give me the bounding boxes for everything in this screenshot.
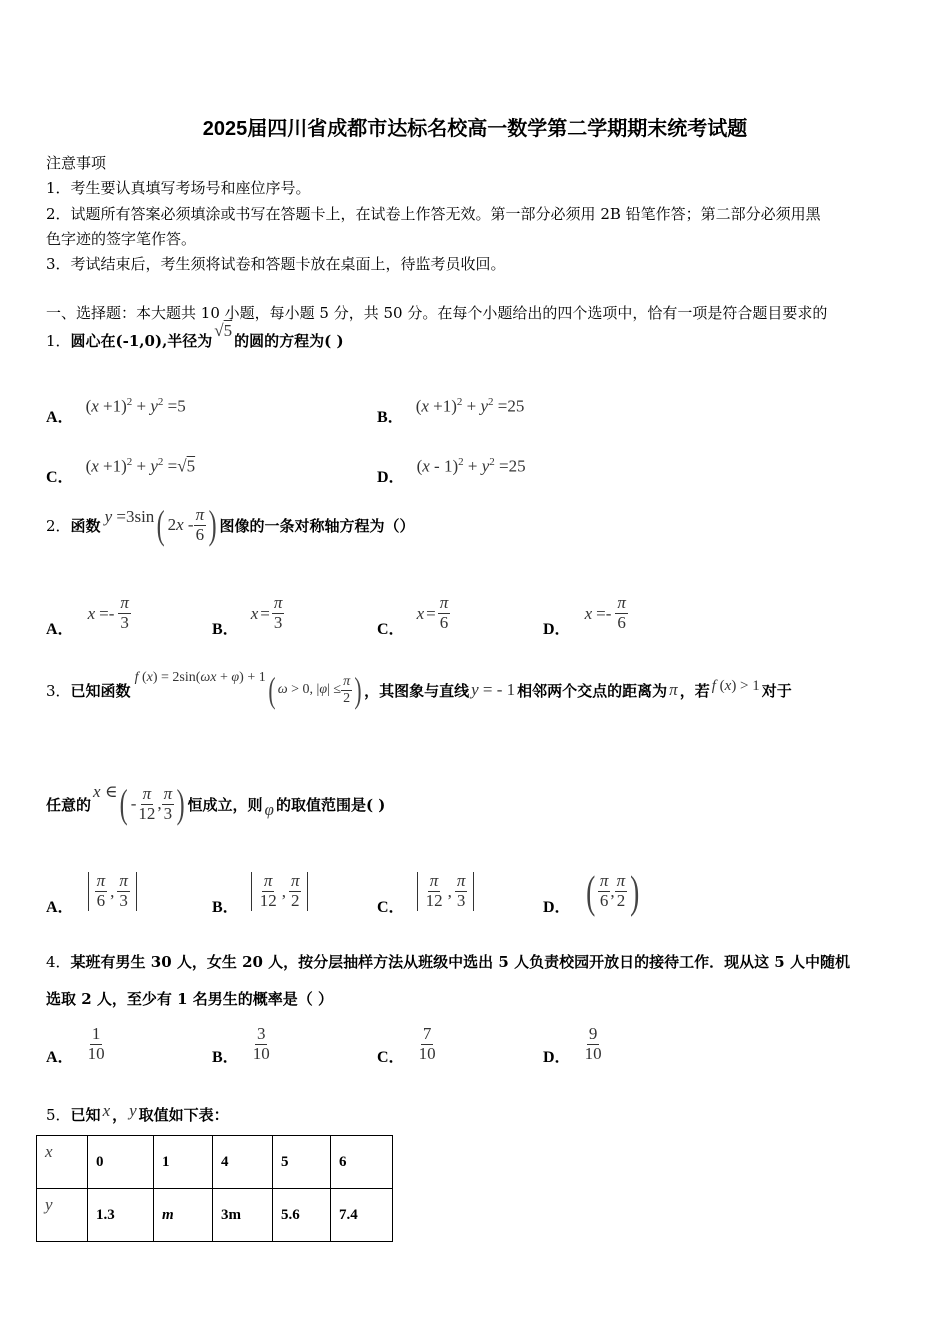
- option-d[interactable]: D． $(x - 1)^2 + y^2 =25$: [377, 456, 526, 486]
- option-formula: $(x +1)^2 + y^2 =5$: [85, 396, 186, 416]
- question-2: 2． 函数 y =3sin ( 2x - $\frac{\pi}{6}$ ) 图像的一条对称轴方程为（）: [46, 502, 415, 547]
- function-formula: y =3sin: [104, 507, 155, 526]
- option-formula: $(x +1)^2 + y^2 =25$: [415, 396, 525, 416]
- question-5: 5． 已知 x ， y 取值如下表：: [46, 1100, 229, 1124]
- table-cell: 1.3: [88, 1189, 154, 1242]
- question-number: 3．: [46, 681, 71, 700]
- table-cell: 5.6: [273, 1189, 331, 1242]
- table-cell: 6: [331, 1136, 393, 1189]
- table-cell: 0: [88, 1136, 154, 1189]
- question-text: 的圆的方程为( ): [234, 332, 344, 350]
- table-cell: 7.4: [331, 1189, 393, 1242]
- table-row: [37, 1136, 393, 1189]
- table-header-y: y: [37, 1189, 88, 1242]
- option-a[interactable]: A． x =- $\frac{\pi}{3}$: [46, 593, 129, 638]
- option-b[interactable]: B． $\frac{\pi}{12}$ , $\frac{\pi}{2}$: [212, 866, 308, 917]
- option-b[interactable]: B． x = $\frac{\pi}{3}$: [212, 593, 283, 638]
- question-text: 函数: [70, 516, 101, 535]
- option-a[interactable]: A． $\frac{\pi}{6}$ , $\frac{\pi}{3}$: [46, 866, 137, 917]
- option-c[interactable]: C． $(x +1)^2 + y^2 =√5$: [46, 456, 196, 486]
- table-cell: 5: [273, 1136, 331, 1189]
- question-number: 2．: [46, 516, 71, 535]
- notice-item-3: 3．考试结束后，考生须将试卷和答题卡放在桌面上，待监考员收回。: [46, 255, 506, 273]
- option-c[interactable]: C． $\frac{\pi}{12}$ , $\frac{\pi}{3}$: [377, 866, 474, 917]
- option-d[interactable]: D． ( $\frac{\pi}{6}$ , $\frac{\pi}{2}$ ): [543, 865, 640, 917]
- page-title: 2025届四川省成都市达标名校高一数学第二学期期末统考试题: [202, 118, 748, 140]
- question-3: 3． 已知函数 f (x) = 2sin(ωx + φ) + 1 ( ω > 0, |φ| ≤ $\frac{\pi}{2}$ ) ，其图象与直线 y = - 1 相邻两个交点的距离为 π ，若 f (x) > 1 对于: [46, 670, 792, 710]
- table-cell: 4: [213, 1136, 273, 1189]
- option-d[interactable]: D． x =- $\frac{\pi}{6}$: [543, 593, 626, 638]
- question-text: 某班有男生 30 人，女生 20 人，按分层抽样方法从班级中选出 5 人负责校园开放日的接待工作．现从这 5 人中随机: [70, 953, 850, 971]
- function-formula: f (x) = 2sin(ωx + φ) + 1: [134, 670, 266, 685]
- sqrt-expression: √5: [214, 320, 233, 340]
- notice-item-2-cont: 色字迹的签字笔作答。: [46, 230, 197, 248]
- option-a[interactable]: A． $(x +1)^2 + y^2 =5$: [46, 396, 186, 426]
- table-cell: 3m: [213, 1189, 273, 1242]
- notice-item-1: 1．考生要认真填写考场号和座位序号。: [46, 179, 311, 197]
- option-formula: $(x - 1)^2 + y^2 =25$: [416, 456, 526, 476]
- question-1: [46, 320, 344, 351]
- question-3-cont: 任意的 x ∈ ( - $\frac{\pi}{12}$ , $\frac{\pi}{3}$ ) 恒成立，则 φ 的取值范围是( ): [46, 781, 386, 826]
- option-b[interactable]: B． $(x +1)^2 + y^2 =25$: [377, 396, 525, 426]
- question-text: 已知函数: [70, 681, 131, 700]
- question-4: [46, 951, 850, 972]
- option-b[interactable]: B． $\frac{3}{10}$: [212, 1024, 270, 1066]
- option-d[interactable]: D． $\frac{9}{10}$: [543, 1024, 602, 1066]
- option-c[interactable]: C． $\frac{7}{10}$: [377, 1024, 436, 1066]
- question-number: 1．: [46, 332, 71, 350]
- option-c[interactable]: C． x = $\frac{\pi}{6}$: [377, 593, 449, 638]
- table-cell: m: [154, 1189, 213, 1242]
- option-a[interactable]: A． $\frac{1}{10}$: [46, 1024, 105, 1066]
- table-row: [37, 1189, 393, 1242]
- notice-item-2: 2．试题所有答案必须填涂或书写在答题卡上，在试卷上作答无效。第一部分必须用 2B 铅笔作答；第二部分必须用黑: [46, 205, 821, 223]
- question-number: 5．: [46, 1106, 71, 1124]
- table-header-x: x: [37, 1136, 88, 1189]
- option-formula: $(x +1)^2 + y^2 =√5$: [85, 456, 196, 476]
- question-text: 图像的一条对称轴方程为（）: [219, 516, 415, 535]
- table-cell: 1: [154, 1136, 213, 1189]
- question-number: 4．: [46, 953, 71, 971]
- section-heading: 一、选择题：本大题共 10 小题，每小题 5 分，共 50 分。在每个小题给出的四个选项中，恰有一项是符合题目要求的: [46, 304, 828, 322]
- question-text: 圆心在(-1,0),半径为: [70, 332, 213, 350]
- notice-heading: 注意事项: [46, 154, 107, 172]
- question-4-cont: 选取 2 人，至少有 1 名男生的概率是（ ）: [46, 990, 333, 1008]
- value-table: [36, 1135, 393, 1242]
